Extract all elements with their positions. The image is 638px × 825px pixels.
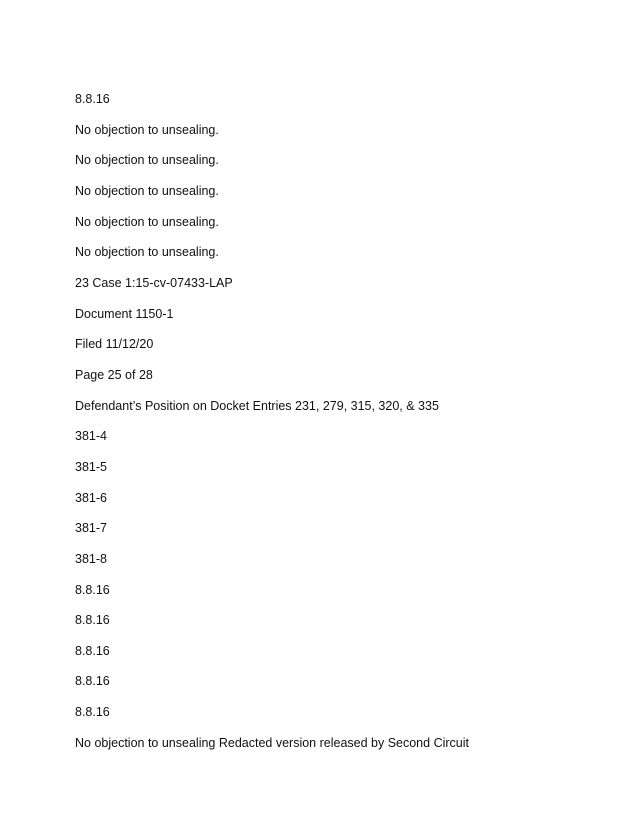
text-line-final-note: No objection to unsealing Redacted version released by Second Circuit: [75, 735, 469, 750]
text-line-date: 8.8.16: [75, 643, 110, 658]
text-line-document-number: Document 1150-1: [75, 306, 174, 321]
text-line-docket-entry: 381-6: [75, 490, 107, 505]
text-line-date: 8.8.16: [75, 613, 110, 628]
text-line-no-objection: No objection to unsealing.: [75, 153, 219, 168]
text-line-date: 8.8.16: [75, 582, 110, 597]
text-line-docket-entry: 381-5: [75, 459, 107, 474]
text-line-docket-entry: 381-4: [75, 429, 107, 444]
text-line-filed-date: Filed 11/12/20: [75, 337, 154, 352]
text-line-no-objection: No objection to unsealing.: [75, 122, 219, 137]
text-line-docket-entry: 381-8: [75, 551, 107, 566]
text-line-date: 8.8.16: [75, 705, 110, 720]
text-line-heading: Defendant’s Position on Docket Entries 231, 279, 315, 320, & 335: [75, 398, 439, 413]
document-text-lines: [75, 91, 615, 765]
text-line-case-number: 23 Case 1:15-cv-07433-LAP: [75, 275, 233, 290]
text-line-no-objection: No objection to unsealing.: [75, 214, 219, 229]
text-line-date: 8.8.16: [75, 674, 110, 689]
text-line-no-objection: No objection to unsealing.: [75, 183, 219, 198]
text-line-page-number: Page 25 of 28: [75, 367, 153, 382]
text-line-docket-entry: 381-7: [75, 521, 107, 536]
text-line-date: 8.8.16: [75, 92, 110, 106]
text-line-no-objection: No objection to unsealing.: [75, 245, 219, 260]
